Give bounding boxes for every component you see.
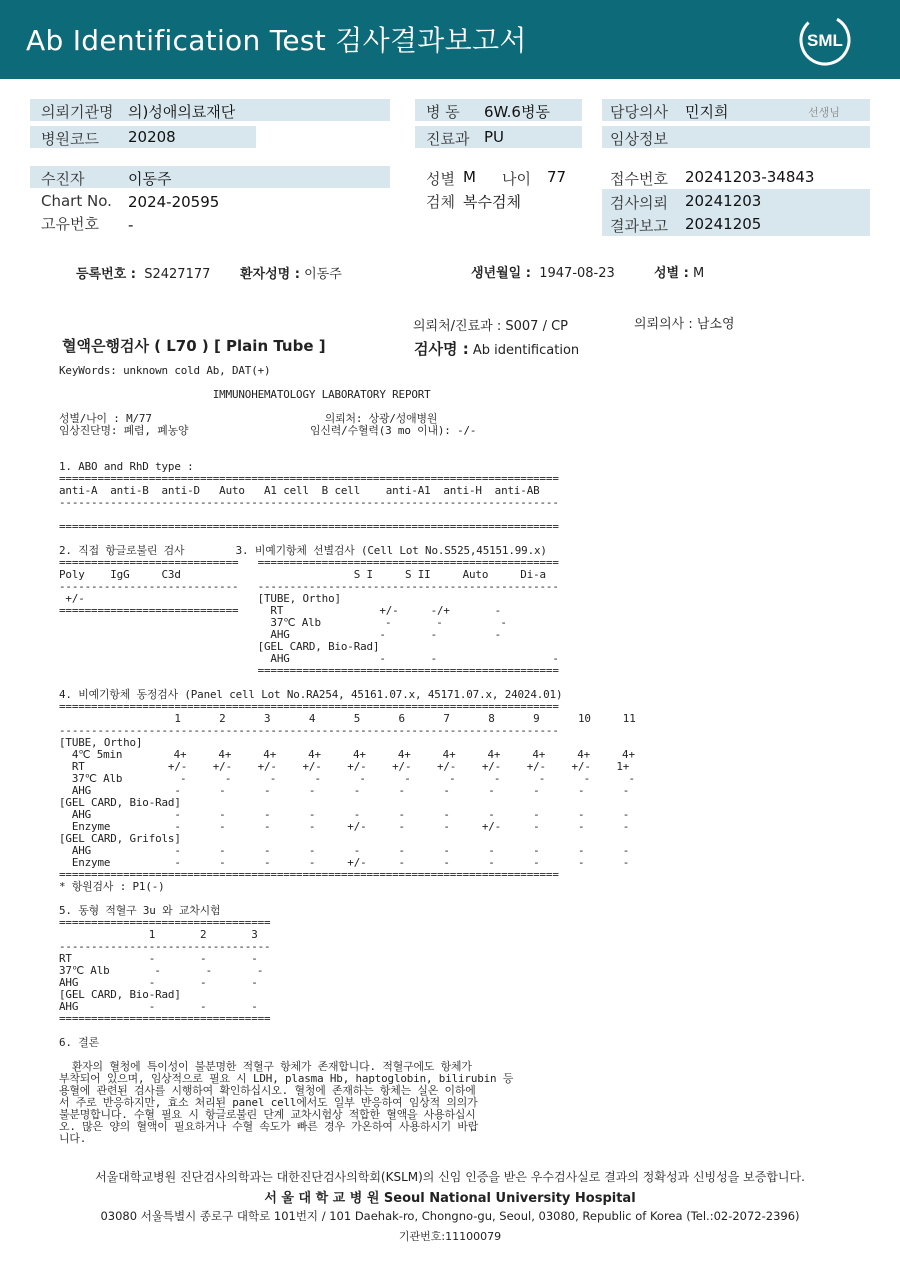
patient-name: 환자성명 : 이동주	[240, 267, 342, 282]
institution-label: 의뢰기관명	[41, 103, 114, 121]
unique-value: -	[128, 216, 134, 234]
hospital-address: 03080 서울특별시 종로구 대학로 101번지 / 101 Daehak-ro, Chongno-gu, Seoul, 03080, Republic of Korea (Tel.:02-2072-2396)	[100, 1209, 800, 1223]
doctor-label: 담당의사	[610, 103, 668, 121]
result-label: 결과보고	[610, 217, 668, 235]
record-sex: 성별 : M	[654, 266, 705, 281]
referring-doctor: 의뢰의사 : 남소영	[634, 317, 735, 332]
svg-text:SML: SML	[807, 31, 843, 50]
department-value: PU	[484, 128, 505, 146]
unique-label: 고유번호	[41, 215, 99, 233]
request-label: 검사의뢰	[610, 194, 668, 212]
test-group: 혈액은행검사 ( L70 ) [ Plain Tube ]	[62, 337, 326, 355]
hospital-name: 서 울 대 학 교 병 원 Seoul National University Hospital	[264, 1191, 636, 1206]
page-title: Ab Identification Test 검사결과보고서	[26, 24, 527, 57]
patient-value: 이동주	[128, 170, 172, 188]
receipt-label: 접수번호	[610, 170, 668, 188]
reg-no: 등록번호 : S2427177	[76, 267, 211, 282]
birth-date: 생년월일 : 1947-08-23	[471, 266, 615, 281]
result-value: 20241205	[685, 215, 762, 233]
test-name: 검사명 : Ab identification	[414, 340, 580, 358]
hospital-code-value: 20208	[128, 128, 176, 146]
chart-value: 2024-20595	[128, 193, 220, 211]
sml-logo	[799, 14, 851, 66]
certification-text: 서울대학교병원 진단검사의학과는 대한진단검사의학회(KSLM)의 신임 인증을 받은 우수검사실로 결과의 정확성과 신빙성을 보증합니다.	[95, 1170, 805, 1184]
sex-label: 성별	[426, 170, 455, 188]
sex-value: M	[463, 168, 476, 186]
doctor-suffix: 선생님	[808, 106, 840, 119]
specimen-label: 검체	[426, 193, 455, 211]
hospital-code-label: 병원코드	[41, 130, 99, 148]
request-value: 20241203	[685, 192, 762, 210]
ward-value: 6W.6병동	[484, 103, 550, 121]
header-bar	[0, 0, 900, 79]
institution-value: 의)성애의료재단	[128, 103, 236, 121]
institution-number: 기관번호:11100079	[398, 1230, 502, 1243]
age-value: 77	[547, 168, 567, 186]
specimen-value: 복수검체	[463, 193, 521, 211]
ward-label: 병 동	[426, 103, 460, 121]
receipt-value: 20241203-34843	[685, 168, 815, 186]
patient-label: 수진자	[41, 170, 85, 188]
doctor-value: 민지희	[685, 103, 729, 121]
lab-report-body: KeyWords: unknown cold Ab, DAT(+) IMMUNOHEMATOLOGY LABORATORY REPORT 성별/나이 : M/77 의뢰처: 상광/성애병원 임상진단명: 폐렴, 폐농양 임신력/수혈력(3 mo 이내): -/- 1. ABO and RhD type : ============================================================================== anti-A anti-B anti-D Auto A1 cell B cell anti-A1 anti-H anti-AB ------------------------------------------------------------------------------ ============================================================================== 2. 직접 항글로불린 검사 3. 비예기항체 선별검사 (Cell Lot No.S525,45151.99.x) ============================ =============================================== Poly IgG C3d S I S II Auto Di-a ---------------------------- ----------------------------------------------- +/- [TUBE, Ortho] ============================ RT +/- -/+ - 37℃ Alb - - - AHG - - - [GEL CARD, Bio-Rad] AHG - - - =============================================== 4. 비예기항체 동정검사 (Panel cell Lot No.RA254, 45161.07.x, 45171.07.x, 24024.01) ============================================================================== 1 2 3 4 5 6 7 8 9 10 11 ------------------------------------------------------------------------------ [TUBE, Ortho] 4℃ 5min 4+ 4+ 4+ 4+ 4+ 4+ 4+ 4+ 4+ 4+ 4+ RT +/- +/- +/- +/- +/- +/- +/- +/- +/- +/- 1+ 37℃ Alb - - - - - - - - - - - AHG - - - - - - - - - - - [GEL CARD, Bio-Rad] AHG - - - - - - - - - - - Enzyme - - - - +/- - - +/- - - - [GEL CARD, Grifols] AHG - - - - - - - - - - - Enzyme - - - - +/- - - - - - - ============================================================================== * 항원검사 : P1(-) 5. 동형 적혈구 3u 와 교차시험 ================================= 1 2 3 --------------------------------- RT - - - 37℃ Alb - - - AHG - - - [GEL CARD, Bio-Rad] AHG - - - ================================= 6. 결론 환자의 혈청에 특이성이 불분명한 적혈구 항체가 존재합니다. 적혈구에도 항체가 부착되어 있으며, 임상적으로 필요 시 LDH, plasma Hb, haptoglobin, bilirubin 등 용혈에 관련된 검사를 시행하여 확인하십시오. 혈청에 존재하는 항체는 실온 이하에 서 주로 반응하지만, 효소 처리된 panel cell에서도 일부 반응하여 임상적 의의가 불분명합니다. 수혈 필요 시 항글로불린 단계 교차시험상 적합한 혈액을 사용하십시 오. 많은 양의 혈액이 필요하거나 수혈 속도가 빠른 경우 가온하여 사용하시기 바랍 니다.	[59, 364, 636, 1145]
department-label: 진료과	[426, 130, 470, 148]
chart-label: Chart No.	[41, 192, 112, 210]
dept-info: 의뢰처/진료과 : S007 / CP	[413, 319, 568, 334]
clinical-label: 임상정보	[610, 130, 668, 148]
age-label: 나이	[502, 170, 531, 188]
